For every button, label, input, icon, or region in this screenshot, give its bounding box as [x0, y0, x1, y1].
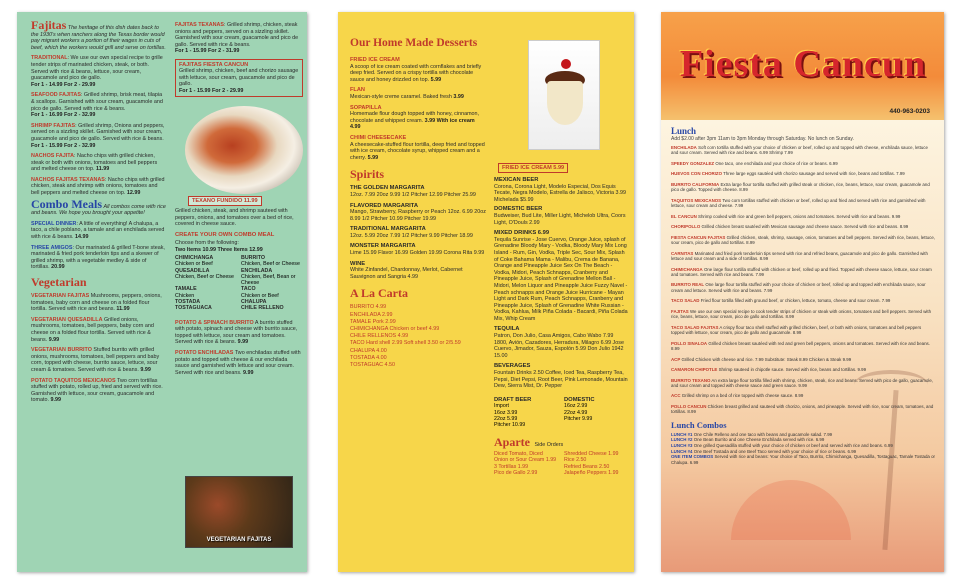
menu-panel-fajitas [17, 12, 307, 572]
vegetarian-title: Vegetarian [31, 275, 87, 289]
menu-item: SPEEDY GONZALEZ One taco, one enchilada and your choice of rice or beans. 6.99 [671, 160, 838, 166]
fajitas-column-2-lower: Grilled chicken, steak, and shrimp sauteed with peppers, onions, and tomatoes over a bed of rice, covered in cheese sauce. CREATE YOUR OWN COMBO MEAL Choose from the following: Two Items 10.99 Three Items 12.99 CHIMICHANGA BURRITO Chicken or Beef Chicken, Beef or Cheese QUESADILLA ENCHILADA Chicken, Beef or Cheese Chicken, Beef, Bean or Cheese TAMALE TACO Chicken Chicken or Beef TOSTADA CHALUPA TOSTAGUACA CHILE RELLENO POTATO & SPINACH BURRITO A burrito stuffed with potato, spinach and cheese with burrito sauce, topped with lettuce, sour cream and tomatoes. Served with rice & beans. 9.99 POTATO ENCHILADAS Two enchiladas stuffed with potato and topped with cheese & our enchilada sauce and garnished with lettuce and sour cream. Served with rice and beans. 9.99 [175, 208, 303, 380]
menu-item: THREE AMIGOS: Our marinated & grilled T-bone steak, marinated & fried pork tenderloin tips and a skewer of grilled shrimp, with a vegetable medley & side of tortillas. 20.99 [31, 244, 165, 271]
menu-item: CHORIPOLLO Grilled chicken breast sautéed with Mexican sausage and cheese sauce. Served with rice and beans. 8.99 [671, 224, 909, 230]
a-la-carta-list: BURRITO 4.99 ENCHILADA 2.99 TAMALE Pork 2.99 CHIMICHANGA Chicken or beef 4.99 CHILE RELLENOS 4.99 TACO Hard shell 2.99 Soft shell 3.50 or 2/5.59 CHALUPA 4.00 TOSTADA 4.00 TOSTAGUAC 4.50 [350, 304, 461, 369]
menu-item: NACHOS FAJITA: Nacho chips with grilled chicken, steak or both with onions, tomatoes and bell peppers and melted cheese on top. 11.99 [31, 153, 158, 173]
menu-item: BURRITO CALIFORNIA Extra large flour tortilla stuffed with grilled steak or chicken, rice, beans, lettuce, sour cream, guacamole and pico de gallo. Topped with cheese. 8.99 [671, 181, 930, 193]
menu-item: FAJITAS TEXANAS: Grilled shrimp, chicken, steak onions and peppers, served on a sizzling skillet. Garnished with sour cream, guacamole and pico de gallo. Served with rice & beans. For 1 - 15.99 For 2 - 31.99 [175, 22, 299, 55]
phone-number: 440-963-0203 [889, 108, 930, 115]
menu-item: CHIMI CHEESECAKE A cheesecake-stuffed flour tortilla, deep fried and topped with ice cream, chocolate syrup, whipped cream and a cherry. 5.99 [350, 134, 485, 161]
combo-options: CHIMICHANGA BURRITO Chicken or Beef Chicken, Beef or Cheese QUESADILLA ENCHILADA Chicken, Beef or Cheese Chicken, Beef, Bean or Cheese TAMALE TACO Chicken Chicken or Beef TOSTADA CHALUPA TOSTAGUACA CHILE RELLENO [175, 254, 300, 312]
menu-item: VEGETARIAN BURRITO Stuffed burrito with grilled onions, mushrooms, tomatoes, bell peppers and baby corn, topped with cheese, burrito sauce, lettuce, sour cream & tomatoes. Served with rice & beans. 9.99 [31, 347, 160, 373]
menu-item: VEGETARIAN FAJITAS Mushrooms, peppers, onions, tomatoes, baby corn and cheese on a folded flour tortilla. Served with rice and beans. 11.99 [31, 293, 162, 313]
menu-panel-lunch [661, 12, 944, 572]
menu-item: VEGETARIAN QUESADILLA Grilled onions, mushrooms, tomatoes, bell peppers, baby corn and cheese on a folded flour tortilla. Served with rice & beans. 9.99 [31, 316, 154, 343]
menu-item: ENCHILADA Soft corn tortilla stuffed with your choice of chicken or beef, rolled up and topped with cheese, enchilada sauce, lettuce and sour cream. Served with rice and beans. 6.99 Shrimp 7.99 [671, 145, 928, 156]
menu-item: LUNCH #2 One Bean Burrito and one Cheese Enchilada served with rice. 6.99 [671, 437, 825, 443]
fiesta-cancun-box: FAJITAS FIESTA CANCUN Grilled shrimp, chicken, beef and chorizo sausage with lettuce, sour cream, guacamole and pico de gallo. For 1 - 15.99 For 2 - 29.99 [175, 59, 303, 97]
menu-item: POTATO ENCHILADAS Two enchiladas stuffed with potato and topped with cheese & our enchilada sauce and garnished with lettuce and sour cream. Served with rice and beans. 9.99 [175, 350, 301, 376]
menu-item: LUNCH #4 One Beef Tostada and one Beef Taco served with your choice of rice or beans. 6.99 [671, 448, 857, 454]
sunset-decoration [731, 480, 851, 540]
menu-item: CAMARON CHIPOTLE Shrimp sauteed in chipotle sauce. Served with rice, beans and tortillas. 9.99 [671, 367, 867, 373]
menu-item: SPECIAL DINNER: A little of everything! A chalupa, a taco, a chile poblano, a tamale and an enchilada served with rice & beans. 14.99 [31, 220, 165, 241]
menu-item: CARNITAS Marinated and fried pork tenderloin tips served with rice and refried beans, guacamole and pico de gallo. Garnished with lettuce and sour cream and a side of tortillas. 8.99 [671, 250, 928, 262]
a-la-carta-title: A La Carta [350, 286, 408, 301]
menu-item: MONSTER MARGARITA Lime 15.99 Flavor 16.99 Golden 19.99 Corona Rita 9.99 [350, 243, 485, 257]
side-orders: Diced Tomato, Diced Onion or Sour Cream 1.99 3 Tortillas 1.99 Pico de Gallo 2.99 Shredded Cheese 1.99 Rice 2.50 Refried Beans 2.50 Jalapeño Peppers 1.99 [494, 450, 619, 477]
lunch-title: Lunch [671, 126, 697, 136]
menu-item: WINE White Zinfandel, Chardonnay, Merlot, Cabernet Sauvignon and Sangria 4.99 [350, 260, 463, 280]
menu-item: SHRIMP FAJITAS: Grilled shrimp, Onions and peppers, served on a sizzling skillet. Garnished with sour cream, guacamole and pico de gallo. Served with rice & beans. For 1 - 15.99 For 2 - 32.99 [31, 122, 165, 149]
menu-item: EL CANCUN Shrimp cooked with rice and green bell peppers, onions and tomatoes. Served with rice and beans. 9.99 [671, 213, 901, 219]
menu-item: THE GOLDEN MARGARITA 12oz. 7.99 20oz 9.99 1/2 Pitcher 12.99 Pitcher 25.99 [350, 185, 476, 198]
menu-item: POTATO TAQUITOS MEXICANOS Two corn tortillas stuffed with potato, rolled up, fried and served with rice. Garnished with lettuce, sour cream, guacamole and tomato. 9.99 [31, 377, 163, 404]
menu-item: CHIMICHANGA One large flour tortilla stuffed with chicken or beef, rolled up and fried. Topped with cheese sauce, lettuce, sour cream and tomatoes. Served with rice and beans. 7.99 [671, 266, 932, 277]
lunch-combos-title: Lunch Combos [671, 419, 727, 430]
menu-item: FRIED ICE CREAM A scoop of ice cream coated with cornflakes and briefly deep fried. Served on a crispy tortilla with chocolate sauce and honey drizzled on top. 5.99 [350, 57, 482, 83]
menu-item: POLLO SINALOA Grilled chicken breast sautéed with red and green bell peppers, onions and tomatoes. Served with rice and beans. 8.99 [671, 340, 930, 352]
combo-meals-title: Combo Meals [31, 196, 102, 211]
fajitas-column: Fajitas The heritage of this dish dates back to the 1930's when ranchers along the Texas border would pay migrant workers a portion of their wages in cuts of beef, which the workers would grill and serve on tortillas. TRADITIONAL: We use our own special recipe to grille tender strips of marinated chicken, steak, or both. Served with rice & beans, lettuce, sour cream, guacamole and pico de gallo. For 1 - 14.99 For 2 - 29.99 SEAFOOD FAJITAS: Grilled shrimp, brisk meat, tilapia & scallops. Garnished with sour cream, guacamole and pico de gallo. Served with rice & beans. For 1 - 16.99 For 2 - 32.99 SHRIMP FAJITAS: Grilled shrimp, Onions and peppers, served on a sizzling skillet. Garnished with sour cream, guacamole and pico de gallo. Served with rice & beans. For 1 - 15.99 For 2 - 32.99 NACHOS FAJITA: Nacho chips with grilled chicken, steak or both with onions, tomatoes and bell peppers and melted cheese on top. 11.99 NACHOS FAJITAS TEXANAS: Nacho chips with grilled chicken, steak and shrimp with onions, tomatoes and bell peppers and melted cheese on top. 12.99 Combo Meals All combos come with rice and beans. We hope you brought your appetite! SPECIAL DINNER: A little of everything! A chalupa, a taco, a chile poblano, a tamale and an enchilada served with rice & beans. 14.99 THREE AMIGOS: Our marinated & grilled T-bone steak, marinated & fried pork tenderloin tips and a skewer of grilled shrimp, with a vegetable medley & side of tortillas. 20.99 Vegetarian VEGETARIAN FAJITAS Mushrooms, peppers, onions, tomatoes, baby corn and cheese on a folded flour tortilla. Served with rice and beans. 11.99 VEGETARIAN QUESADILLA Grilled onions, mushrooms, tomatoes, bell peppers, baby corn and cheese on a folded flour tortilla. Served with rice & beans. 9.99 VEGETARIAN BURRITO Stuffed burrito with grilled onions, mushrooms, tomatoes, bell peppers and baby corn, topped with cheese, burrito sauce, lettuce, sour cream & tomatoes. Served with rice & beans. 9.99 POTATO TAQUITOS MEXICANOS Two corn tortillas stuffed with potato, rolled up, fried and served with rice. Garnished with lettuce, sour cream, guacamole and tomato. 9.99 [31, 18, 166, 404]
menu-item: ONE ITEM COMBOS Served with rice and beans: Your choice of Taco, Burrito, Chimichanga, Quesadilla, Tostaguac, Tamale Tostada or Chalupa. 6.99 [671, 454, 935, 465]
fried-ice-cream-photo [528, 40, 600, 150]
fried-ice-cream-caption: FRIED ICE CREAM 5.99 [498, 163, 568, 173]
create-combo-title: CREATE YOUR OWN COMBO MEAL [175, 231, 275, 238]
menu-item: TACO SALAD FAJITAS A crispy flour taco shell stuffed with grilled chicken, beef, or both with onions, tomatoes and bell peppers topped with lettuce, sour cream, pico de gallo and guacamole. 8.99 [671, 324, 922, 336]
fajitas-column-2 [175, 22, 303, 101]
desserts-column [350, 12, 486, 373]
menu-item: HUEVOS CON CHORIZO Three large eggs sautéed with chorizo sausage and served with rice, beans and tortillas. 7.99 [671, 171, 905, 177]
menu-item: BURRITO TEXANO An extra large flour tortilla filled with shrimp, chicken, steak, rice and beans. Served with pico de gallo, guacamole, and sour cream and topped with cheese sauce and green sauce. 9.99 [671, 377, 934, 388]
menu-item: SEAFOOD FAJITAS: Grilled shrimp, brisk meat, tilapia & scallops. Garnished with sour cream, guacamole and pico de gallo. Served with rice & beans. For 1 - 16.99 For 2 - 32.99 [31, 92, 163, 119]
menu-item: LUNCH #1 One Chile Relleno and one taco with beans and guacamole salad. 7.99 [671, 431, 833, 437]
menu-item: ACC Grilled shrimp on a bed of rice topped with cheese sauce. 8.99 [671, 393, 804, 399]
menu-item: SOPAPILLA Homemade flour dough topped with honey, cinnamon, chocolate and whipped cream. 3.99 With ice cream 4.99 [350, 104, 480, 131]
menu-item: FLAN Mexican-style creme caramel. Baked fresh 3.99 [350, 87, 464, 100]
draft-beer: DRAFT BEER Import 16oz 3.99 22oz 5.99 Pitcher 10.99 DOMESTIC 16oz 2.99 22oz 4.99 Pitcher 9.99 [494, 396, 595, 429]
menu-item: BURRITO REAL One large flour tortilla stuffed with your choice of chicken or beef, rolled up and topped with enchilada sauce, sour cream and lettuce. Served with rice and beans. 7.99 [671, 282, 926, 293]
menu-panel-desserts-drinks [338, 12, 634, 572]
desserts-title: Our Home Made Desserts [350, 37, 478, 49]
spirits-title: Spirits [350, 167, 385, 182]
menu-item: POLLO CANCUN Chicken breast grilled and sauteed with chorizo, onions, and pineapple. Served with rice, sour cream, tomatoes, and tortillas. 8.99 [671, 403, 934, 415]
menu-item: LUNCH #3 One grilled Quesadilla stuffed with your choice of chicken or beef and served with rice and beans. 6.99 [671, 443, 893, 449]
drinks-column: MEXICAN BEER Corona, Corona Light, Modelo Especial, Dos Equis Tecate, Negra Modelo, Estrella de Jalisco, Victoria 3.99 Michelada $5.99 DOMESTIC BEER Budweiser, Bud Lite, Miller Light, Michelob Ultra, Coors Light, O'Douls 2.99 MIXED DRINKS 6.99 Tequila Sunrise - Jose Cuervo, Orange Juice, splash of Grenadine Bloody Mary - Vodka, Bloody Mary Mix Long Island - Rum, Gin, Vodka, Triple Sec, Sour Mix, Splash of Coke Bahama Mama - Malibu, Crema de Banana, Orange and Pineapple Juice Sex On The Beach - Vodka, Midori, Peach Schnapps, Cranberry and Pineapple Juice, Splash of Grenadine Mellon Ball - Midori, Melon Liquor and Pineapple Juice Fuzzy Navel - Peach schnapps and Orange Juice Hurricane - Mayan Light and Dark Rum, Peach Schnapps, Cranberry and Pineapple Juice, Splash of Grenadine White Russian - Vodka, Kahlua, Milk Piña Colada - Bacardi, Piña Colada Mix, Whip Cream TEQUILA Patron, Don Julio, Casa Amigos, Cabo Wabo 7.99 1800, Avión, Cazadores, Herradura, Milagro 6.99 Jose Cuervo, Jimador, Sauza, Espolón 5.99 Don Julio 1942 15.00 BEVERAGES Fountain Drinks 2.50 Coffee, Iced Tea, Raspberry Tea, Pepsi, Diet Pepsi, Root Beer, Pink Lemonade, Mountain Dew, Sierra Mist, Dr. Pepper DRAFT BEER Import 16oz 3.99 22oz 5.99 Pitcher 10.99 DOMESTIC 16oz 2.99 22oz 4.99 Pitcher 9.99 Aparte Side Orders Diced Tomato, Diced Onion or Sour Cream 1.99 3 Tortillas 1.99 Pico de Gallo 2.99 Shredded Cheese 1.99 Rice 2.50 Refried Beans 2.50 Jalapeño Peppers 1.99 [494, 177, 628, 477]
fajitas-intro: The heritage of this dish dates back to the 1930's when ranchers along the Texas border would pay migrant workers a portion of their wages in cuts of beef, which the workers would grill and serve on tortillas. [31, 25, 166, 51]
menu-item: ACP Grilled Chicken with cheese and rice. 7.99 Substitute: Steak 8.99 Chicken & Steak 9.99 [671, 356, 852, 362]
brand-logo: Fiesta Cancun [679, 43, 927, 85]
menu-item: NACHOS FAJITAS TEXANAS: Nacho chips with grilled chicken, steak and shrimp with onions, tomatoes and bell peppers and melted cheese on top. 12.99 [31, 176, 165, 197]
aparte-title: Aparte [494, 434, 530, 449]
lunch-body: Lunch Add $2.00 after 3pm 11am to 3pm Monday through Saturday. No lunch on Sunday. ENCHILADA Soft corn tortilla stuffed with your choice of chicken or beef, rolled up and topped with cheese, enchilada sauce, lettuce and sour cream. Served with rice and beans. 6.99 Shrimp 7.99 SPEEDY GONZALEZ One taco, one enchilada and your choice of rice or beans. 6.99 HUEVOS CON CHORIZO Three large eggs sautéed with chorizo sausage and served with rice, beans and tortillas. 7.99 BURRITO CALIFORNIA Extra large flour tortilla stuffed with grilled steak or chicken, rice, beans, lettuce, sour cream, guacamole and pico de gallo. Topped with cheese. 8.99 TAQUITOS MEXICANOS Two corn tortillas stuffed with chicken or beef, rolled up and fried and served with rice and garnished with lettuce, sour cream and cheese. 7.99 EL CANCUN Shrimp cooked with rice and green bell peppers, onions and tomatoes. Served with rice and beans. 9.99 CHORIPOLLO Grilled chicken breast sautéed with Mexican sausage and cheese sauce. Served with rice and beans. 8.99 FIESTA CANCUN FAJITAS Grilled chicken, steak, shrimp, sausage, onion, tomatoes and bell peppers. Served with rice, beans, lettuce, sour cream, pico de gallo and tortillas. 8.99 CARNITAS Marinated and fried pork tenderloin tips served with rice and refried beans, guacamole and pico de gallo. Garnished with lettuce and sour cream and a side of tortillas. 8.99 CHIMICHANGA One large flour tortilla stuffed with chicken or beef, rolled up and fried. Topped with cheese sauce, lettuce, sour cream and tomatoes. Served with rice and beans. 7.99 BURRITO REAL One large flour tortilla stuffed with your choice of chicken or beef, rolled up and topped with enchilada sauce, sour cream and lettuce. Served with rice and beans. 7.99 TACO SALAD Fried flour tortilla filled with ground beef, or chicken, lettuce, tomato, cheese and sour cream. 7.99 FAJITAS We use our own special recipe to cook tender strips of chicken or steak with onions, tomatoes and bell peppers. Served with rice, beans, lettuce, sour cream, pico de gallo and tortillas. 8.99 TACO SALAD FAJITAS A crispy flour taco shell stuffed with grilled chicken, beef, or both with onions, tomatoes and bell peppers topped with lettuce, sour cream, pico de gallo and guacamole. 8.99 POLLO SINALOA Grilled chicken breast sautéed with red and green bell peppers, onions and tomatoes. Served with rice and beans. 8.99 ACP Grilled Chicken with cheese and rice. 7.99 Substitute: Steak 8.99 Chicken & Steak 9.99 CAMARON CHIPOTLE Shrimp sauteed in chipotle sauce. Served with rice, beans and tortillas. 9.99 BURRITO TEXANO An extra large flour tortilla filled with shrimp, chicken, steak, rice and beans. Served with pico de gallo, guacamole, and sour cream and topped with cheese sauce and green sauce. 9.99 ACC Grilled shrimp on a bed of rice topped with cheese sauce. 8.99 POLLO CANCUN Chicken breast grilled and sauteed with chorizo, onions, and pineapple. Served with rice, sour cream, tomatoes, and tortillas. 8.99 Lunch Combos LUNCH #1 One Chile Relleno and one taco with beans and guacamole salad. 7.99 LUNCH #2 One Bean Burrito and one Cheese Enchilada served with rice. 6.99 LUNCH #3 One grilled Quesadilla stuffed with your choice of chicken or beef and served with rice and beans. 6.99 LUNCH #4 One Beef Tostada and one Beef Taco served with your choice of rice or beans. 6.99 ONE ITEM COMBOS Served with rice and beans: Your choice of Taco, Burrito, Chimichanga, Quesadilla, Tostaguac, Tamale Tostada or Chalupa. 6.99 [661, 120, 944, 572]
menu-item: POTATO & SPINACH BURRITO A burrito stuffed with potato, spinach and cheese with burrito sauce, topped with lettuce, sour cream and tomatoes. Served with rice & beans. 9.99 [175, 319, 298, 346]
menu-item: FLAVORED MARGARITA Mango, Strawberry, Raspberry or Peach 12oz. 6.99 20oz 8.99 1/2 Pitcher 10.99 Pitcher 19.99 [350, 202, 486, 222]
vegetarian-fajitas-photo: VEGETARIAN FAJITAS [185, 476, 293, 548]
menu-item: TACO SALAD Fried flour tortilla filled with ground beef, or chicken, lettuce, tomato, cheese and sour cream. 7.99 [671, 298, 891, 304]
menu-item: FIESTA CANCUN FAJITAS Grilled chicken, steak, shrimp, sausage, onion, tomatoes and bell peppers. Served with rice, beans, lettuce, sour cream, pico de gallo and tortillas. 8.99 [671, 234, 935, 246]
brand-header [661, 12, 944, 120]
menu-item: TRADITIONAL: We use our own special recipe to grille tender strips of marinated chicken, steak, or both. Served with rice & beans, lettuce, sour cream, guacamole and pico de gallo. For 1 - 14.99 For 2 - 29.99 [31, 55, 163, 88]
texano-fundido-label: TEXANO FUNDIDO 11.99 [188, 196, 262, 206]
menu-item: FAJITAS We use our own special recipe to cook tender strips of chicken or steak with onions, tomatoes and bell peppers. Served with rice, beans, lettuce, sour cream, pico de gallo and tortillas. 8.99 [671, 308, 932, 320]
menu-item: TRADITIONAL MARGARITA 12oz. 5.99 20oz 7.99 1/2 Pitcher 9.99 Pitcher 18.99 [350, 226, 473, 239]
fajitas-title: Fajitas [31, 18, 67, 32]
menu-item: TAQUITOS MEXICANOS Two corn tortillas stuffed with chicken or beef, rolled up and fried and served with rice and garnished with lettuce, sour cream and cheese. 7.99 [671, 197, 926, 209]
fajitas-photo [185, 106, 303, 194]
